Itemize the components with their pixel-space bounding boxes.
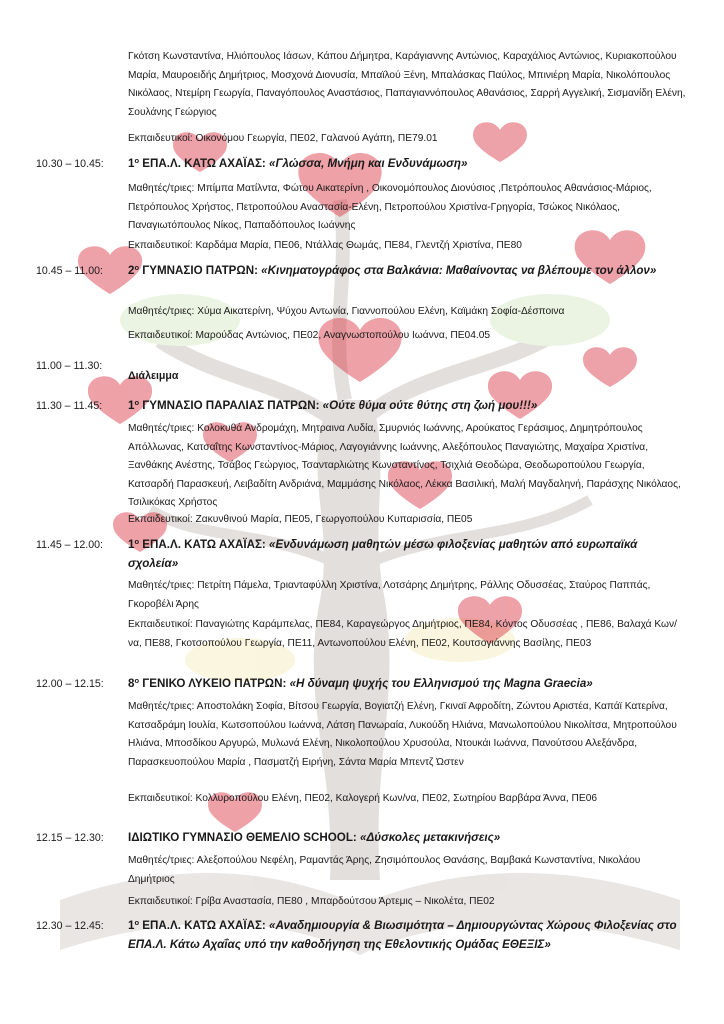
school-name: ΕΠΑ.Λ. ΚΑΤΩ ΑΧΑΪΑΣ:: [142, 919, 266, 932]
session-topic: «Γλώσσα, Μνήμη και Ενδυνάμωση»: [269, 157, 468, 170]
session-topic: «Η δύναμη ψυχής του Ελληνισμού της Magna Graecia»: [289, 677, 593, 690]
teachers-list: Εκπαιδευτικοί: Ζακυνθινού Μαρία, ΠΕ05, Γεωργοπούλου Κυπαρισσία, ΠΕ05: [128, 514, 473, 525]
session-title: [128, 155, 688, 174]
teachers-list: Εκπαιδευτικοί: Μαρούδας Αντώνιος, ΠΕ02, Αναγνωστοπούλου Ιωάννα, ΠΕ04.05: [128, 330, 491, 341]
session-title: [128, 917, 688, 954]
time-slot: 12.00 – 12.15:: [36, 678, 104, 690]
ordinal-mark: ο: [134, 263, 140, 272]
students-list: Γκότση Κωνσταντίνα, Ηλιόπουλος Ιάσων, Κάπου Δήμητρα, Καράγιαννης Αντώνιος, Καραχάλιος Αντώνιος, Κυριακοπούλου Μαρία, Μαυροειδής Δημήτριος, Μοσχονά Διονυσία, Μπαϊλού Ξένη, Μπαλάσκας Παύλος, Μπινιέρη Μαρία, Νικολόπουλος Νικόλαος, Ντεμίρη Γεωργία, Παναγόπουλος Αναστάσιος, Παπαγιαννόπουλος Αθανάσιος, Σαρρή Αγγελική, Σισμανίδη Ελένη, Σουλάνης Γεώργιος: [128, 51, 686, 118]
session-title: [128, 675, 688, 694]
break-item: [128, 366, 688, 386]
school-number: 1: [128, 538, 135, 551]
ordinal-mark: ο: [134, 398, 140, 407]
time-slot: 10.45 – 11.00:: [36, 265, 103, 277]
students-list: Μαθητές/τριες: Πετρίτη Πάμελα, Τριανταφύλλη Χριστίνα, Λοτσάρης Δημήτρης, Ράλλης Οδυσσέας, Σταύρος Παππάς, Γκοροβέλι Άρης: [128, 580, 651, 610]
school-number: 2: [128, 264, 135, 277]
session-topic: «Κινηματογράφος στα Βαλκάνια: Μαθαίνοντας να βλέπουμε τον άλλον»: [261, 264, 657, 277]
time-slot: 10.30 – 10.45:: [36, 158, 104, 170]
teachers-list: Εκπαιδευτικοί: Οικονόμου Γεωργία, ΠΕ02, Γαλανού Αγάπη, ΠΕ79.01: [128, 133, 438, 144]
ordinal-mark: ο: [134, 918, 140, 927]
session-topic: «Ούτε θύμα ούτε θύτης στη ζωή μου!!!»: [322, 399, 538, 412]
school-name: ΕΠΑ.Λ. ΚΑΤΩ ΑΧΑΪΑΣ:: [142, 538, 266, 551]
school-number: 1: [128, 157, 135, 170]
school-name: ΓΥΜΝΑΣΙΟ ΠΑΡΑΛΙΑΣ ΠΑΤΡΩΝ:: [142, 399, 320, 412]
teachers-list: Εκπαιδευτικοί: Παναγιώτης Καράμπελας, ΠΕ84, Καραγεώργος Δημήτριος, ΠΕ84, Κόντος Οδυσσέας , ΠΕ86, Βαλαχά Κων/να, ΠΕ88, Γκοτσοπούλου Γεωργία, ΠΕ11, Αντωνοπούλου Ελένη, ΠΕ02, Κουτσογιάννης Βασίλης, ΠΕ03: [128, 619, 677, 649]
ordinal-mark: ο: [134, 156, 140, 165]
session-title: [128, 829, 688, 848]
session-topic: «Αναδημιουργία & Βιωσιμότητα – Δημιουργώντας Χώρους Φιλοξενίας στο ΕΠΑ.Λ. Κάτω Αχαΐας υπό την καθοδήγηση της Εθελοντικής Ομάδας ΕΘΕΞΙΣ»: [128, 919, 677, 951]
students-list: Μαθητές/τριες: Μπίμπα Ματίλντα, Φώτου Αικατερίνη , Οικονομόπουλος Διονύσιος ,Πετρόπουλος Αθανάσιος-Μάριος, Πετρόπουλος Χρήστος, Πετροπούλου Αναστασία-Ελένη, Πετροπούλου Χριστίνα-Γρηγορία, Τσώκος Νικόλαος, Παναγιωτόπουλος Νίκος, Παπαδόπουλος Ιωάννης: [128, 183, 652, 231]
students-list: Μαθητές/τριες: Χύμα Αικατερίνη, Ψύχου Αντωνία, Γιαννοπούλου Ελένη, Καϊμάκη Σοφία-Δέσποινα: [128, 306, 565, 317]
ordinal-mark: ο: [134, 537, 140, 546]
school-number: 1: [128, 399, 135, 412]
break-label: Διάλειμμα: [128, 370, 179, 382]
students-list: Μαθητές/τριες: Αποστολάκη Σοφία, Βίτσου Γεωργία, Βογιατζή Ελένη, Γκιναϊ Αφροδίτη, Ζώντου Αριστέα, Καπάϊ Κατερίνα, Κατσαδράμη Ιουλία, Κωτσοπούλου Ιωάννα, Λάτση Πανωραία, Λυκούδη Ηλιάνα, Μανωλοπούλου Νικολίτσα, Μητροπούλου Ηλιάνα, Μποσδίκου Αργυρώ, Μυλωνά Ελένη, Νικολοπούλου Χρυσούλα, Ντουκάι Ιωάννα, Πανούτσου Αλεξάνδρα, Παρασκευοπούλου Μαρία , Πασματζή Ειρήνη, Σάντα Μαρία Μπεντζ Ώστεν: [128, 701, 677, 768]
school-number: 8: [128, 677, 135, 690]
ordinal-mark: ο: [134, 676, 140, 685]
students-list: Μαθητές/τριες: Αλεξοπούλου Νεφέλη, Ραμαντάς Άρης, Ζησιμόπουλος Θανάσης, Βαμβακά Κωνσταντίνα, Νικολάου Δημήτριος: [128, 855, 641, 885]
school-name: ΙΔΙΩΤΙΚΟ ΓΥΜΝΑΣΙΟ ΘΕΜΕΛΙΟ SCHOOL:: [128, 831, 357, 844]
time-slot: 12.30 – 12.45:: [36, 920, 104, 932]
session-title: [128, 397, 688, 416]
time-slot: 12.15 – 12.30:: [36, 832, 104, 844]
teachers-list: Εκπαιδευτικοί: Γρίβα Αναστασία, ΠΕ80 , Μπαρδούτσου Άρτεμις – Νικολέτα, ΠΕ02: [128, 896, 495, 907]
session-topic: «Δύσκολες μετακινήσεις»: [360, 831, 501, 844]
session-title: [128, 536, 688, 573]
time-slot: 11.30 – 11.45:: [36, 400, 103, 412]
school-name: ΓΕΝΙΚΟ ΛΥΚΕΙΟ ΠΑΤΡΩΝ:: [142, 677, 287, 690]
session-topic: «Ενδυνάμωση μαθητών μέσω φιλοξενίας μαθητών από ευρωπαϊκά σχολεία»: [128, 538, 638, 570]
teachers-list: Εκπαιδευτικοί: Κολλυροπούλου Ελένη, ΠΕ02, Καλογερή Κων/να, ΠΕ02, Σωτηρίου Βαρβάρα Άννα, ΠΕ06: [128, 793, 598, 804]
time-slot: 11.45 – 12.00:: [36, 539, 103, 551]
time-slot: 11.00 – 11.30:: [36, 360, 103, 372]
teachers-list: Εκπαιδευτικοί: Καρδάμα Μαρία, ΠΕ06, Ντάλλας Θωμάς, ΠΕ84, Γλεντζή Χριστίνα, ΠΕ80: [128, 240, 522, 251]
session-title: [128, 262, 688, 281]
school-number: 1: [128, 919, 135, 932]
school-name: ΓΥΜΝΑΣΙΟ ΠΑΤΡΩΝ:: [142, 264, 258, 277]
school-name: ΕΠΑ.Λ. ΚΑΤΩ ΑΧΑΪΑΣ:: [142, 157, 266, 170]
students-list: Μαθητές/τριες: Κολοκυθά Ανδρομάχη, Μητραινα Λυδία, Σμυρνιός Ιωάννης, Αρούκατος Γεράσιμος, Δημητρόπουλος Απόλλωνας, Κατσαΐτης Κωνσταντίνος-Μάριος, Λαγογιάννης Ιωάννης, Αλεξόπουλος Παναγιώτης, Μαχαίρα Χριστίνα, Ξανθάκης Ανέστης, Τσάβος Γεώργιος, Τσανταρλιώτης Κωνσταντίνος, Τσιχλιά Θεοδώρα, Θεοδωροπούλου Γεωργία, Κατσαρδή Παρασκευή, Λειβαδίτη Ανδριάνα, Μαμμάσης Νικόλαος, Λέκκα Βασιλική, Μαλή Μαγδαληνή, Παράσχης Νικόλαος, Τσιλικόκας Χρήστος: [128, 423, 681, 508]
